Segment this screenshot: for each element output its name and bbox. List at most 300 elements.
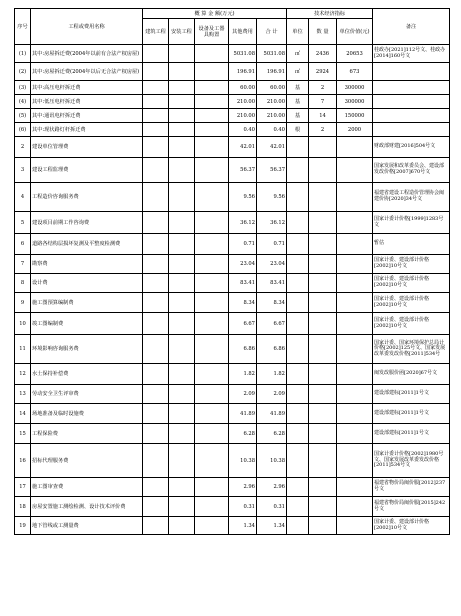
row-installation — [169, 81, 195, 95]
row-other-cost: 5031.08 — [229, 45, 257, 63]
row-unit — [287, 212, 309, 234]
row-equipment — [195, 234, 229, 255]
row-unit-price — [337, 183, 373, 212]
row-name: 工程保险费 — [31, 424, 143, 444]
row-total: 6.28 — [257, 424, 287, 444]
row-unit-price: 20653 — [337, 45, 373, 63]
row-other-cost: 2.96 — [229, 478, 257, 497]
row-construction — [143, 109, 169, 123]
table-row — [15, 313, 450, 335]
row-other-cost: 60.00 — [229, 81, 257, 95]
row-other-cost: 0.31 — [229, 497, 257, 517]
header-quantity: 数 量 — [309, 19, 337, 45]
header-installation: 安装工程 — [169, 19, 195, 45]
row-unit-price: 2000 — [337, 123, 373, 137]
header-total: 合 计 — [257, 19, 287, 45]
row-remarks: 国家计委计价格[2002]1980号文、国家发展改革委发改价格[2011]534号文 — [373, 444, 450, 478]
row-quantity: 2 — [309, 123, 337, 137]
row-other-cost: 42.01 — [229, 137, 257, 158]
row-total: 1.34 — [257, 517, 287, 535]
row-seq: 13 — [15, 385, 31, 404]
row-unit-price — [337, 274, 373, 293]
row-equipment — [195, 212, 229, 234]
row-equipment — [195, 424, 229, 444]
row-installation — [169, 385, 195, 404]
row-total: 10.38 — [257, 444, 287, 478]
row-unit — [287, 424, 309, 444]
row-seq: 15 — [15, 424, 31, 444]
row-installation — [169, 234, 195, 255]
table-row — [15, 385, 450, 404]
row-seq: 12 — [15, 364, 31, 385]
row-seq: 8 — [15, 274, 31, 293]
row-equipment — [195, 183, 229, 212]
row-unit-price — [337, 517, 373, 535]
row-equipment — [195, 517, 229, 535]
row-quantity — [309, 137, 337, 158]
row-unit: 根 — [287, 123, 309, 137]
row-quantity: 2 — [309, 81, 337, 95]
row-installation — [169, 45, 195, 63]
row-seq: 17 — [15, 478, 31, 497]
row-other-cost: 56.37 — [229, 158, 257, 183]
row-construction — [143, 478, 169, 497]
table-row — [15, 517, 450, 535]
table-row — [15, 183, 450, 212]
row-quantity: 2924 — [309, 63, 337, 81]
row-construction — [143, 158, 169, 183]
row-quantity — [309, 313, 337, 335]
row-remarks — [373, 81, 450, 95]
row-name: 建设项目前期工作咨询费 — [31, 212, 143, 234]
row-other-cost: 210.00 — [229, 95, 257, 109]
row-name: 勘察费 — [31, 255, 143, 274]
table-row — [15, 45, 450, 63]
row-unit-price: 300000 — [337, 95, 373, 109]
row-unit-price — [337, 212, 373, 234]
table-row — [15, 335, 450, 364]
row-unit-price — [337, 497, 373, 517]
row-construction — [143, 404, 169, 424]
table-row — [15, 444, 450, 478]
row-unit — [287, 404, 309, 424]
row-other-cost: 6.86 — [229, 335, 257, 364]
row-total: 23.04 — [257, 255, 287, 274]
row-installation — [169, 255, 195, 274]
header-unit-price: 单位价值(元) — [337, 19, 373, 45]
row-unit: 基 — [287, 95, 309, 109]
row-installation — [169, 497, 195, 517]
row-unit — [287, 234, 309, 255]
row-total: 0.31 — [257, 497, 287, 517]
row-unit-price — [337, 404, 373, 424]
row-remarks: 财政部财建[2016]504号文 — [373, 137, 450, 158]
row-unit — [287, 478, 309, 497]
row-name: 设计费 — [31, 274, 143, 293]
row-installation — [169, 478, 195, 497]
row-remarks: 福建省建设工程造价管理协会闽建价协[2020]34号文 — [373, 183, 450, 212]
row-equipment — [195, 158, 229, 183]
row-total: 0.71 — [257, 234, 287, 255]
row-installation — [169, 364, 195, 385]
row-name: 房屋安置施工测绘检测、设计技术评价费 — [31, 497, 143, 517]
row-total: 36.12 — [257, 212, 287, 234]
row-construction — [143, 212, 169, 234]
row-installation — [169, 444, 195, 478]
row-unit-price — [337, 137, 373, 158]
row-equipment — [195, 109, 229, 123]
row-quantity — [309, 444, 337, 478]
row-construction — [143, 313, 169, 335]
row-construction — [143, 424, 169, 444]
row-total: 41.89 — [257, 404, 287, 424]
row-other-cost: 8.34 — [229, 293, 257, 313]
row-unit: ㎡ — [287, 63, 309, 81]
row-construction — [143, 95, 169, 109]
header-remarks: 备注 — [373, 9, 450, 45]
row-equipment — [195, 385, 229, 404]
row-total: 0.40 — [257, 123, 287, 137]
table-row — [15, 81, 450, 95]
row-installation — [169, 63, 195, 81]
row-equipment — [195, 137, 229, 158]
row-unit-price — [337, 424, 373, 444]
row-construction — [143, 183, 169, 212]
row-unit: ㎡ — [287, 45, 309, 63]
row-seq: 7 — [15, 255, 31, 274]
row-unit-price: 673 — [337, 63, 373, 81]
row-construction — [143, 517, 169, 535]
row-seq: 10 — [15, 313, 31, 335]
row-name: 施工图预算编制费 — [31, 293, 143, 313]
row-unit — [287, 364, 309, 385]
row-remarks — [373, 123, 450, 137]
row-equipment — [195, 274, 229, 293]
row-unit-price — [337, 478, 373, 497]
row-unit — [287, 313, 309, 335]
row-name: 场地准备及临时设施费 — [31, 404, 143, 424]
row-unit-price — [337, 255, 373, 274]
row-remarks: 国家计委、建设部计价格[2002]10号文 — [373, 274, 450, 293]
row-seq: 3 — [15, 158, 31, 183]
row-total: 210.00 — [257, 95, 287, 109]
estimate-table — [14, 8, 450, 535]
row-seq: 4 — [15, 183, 31, 212]
row-total: 83.41 — [257, 274, 287, 293]
row-remarks: 建设部建标[2011]1号文 — [373, 404, 450, 424]
row-construction — [143, 385, 169, 404]
table-row — [15, 293, 450, 313]
row-construction — [143, 444, 169, 478]
row-installation — [169, 109, 195, 123]
row-unit-price — [337, 335, 373, 364]
row-remarks: 国家计委、建设部计价格[2002]10号文 — [373, 255, 450, 274]
row-construction — [143, 255, 169, 274]
row-quantity — [309, 478, 337, 497]
row-name: 建设单位管理费 — [31, 137, 143, 158]
row-unit — [287, 293, 309, 313]
row-equipment — [195, 63, 229, 81]
row-unit — [287, 497, 309, 517]
row-quantity — [309, 517, 337, 535]
row-unit: 基 — [287, 81, 309, 95]
row-remarks: 福建省物价局闽价服[2015]242号文 — [373, 497, 450, 517]
row-equipment — [195, 81, 229, 95]
row-total: 2.96 — [257, 478, 287, 497]
row-quantity — [309, 424, 337, 444]
row-unit: 基 — [287, 109, 309, 123]
row-construction — [143, 274, 169, 293]
row-quantity — [309, 255, 337, 274]
row-installation — [169, 212, 195, 234]
row-equipment — [195, 497, 229, 517]
row-unit — [287, 444, 309, 478]
row-other-cost: 1.82 — [229, 364, 257, 385]
row-name: 环境影响咨询服务费 — [31, 335, 143, 364]
row-construction — [143, 364, 169, 385]
row-other-cost: 6.28 — [229, 424, 257, 444]
row-name: 施工图审查费 — [31, 478, 143, 497]
row-remarks: 国家计委、建设部计价格[2002]10号文 — [373, 293, 450, 313]
row-equipment — [195, 123, 229, 137]
header-other-cost: 其他费用 — [229, 19, 257, 45]
row-quantity — [309, 385, 337, 404]
row-construction — [143, 123, 169, 137]
header-name: 工程或费用名称 — [31, 9, 143, 45]
row-unit-price — [337, 313, 373, 335]
row-quantity — [309, 274, 337, 293]
row-seq: (5) — [15, 109, 31, 123]
row-remarks — [373, 95, 450, 109]
row-remarks: 暂估 — [373, 234, 450, 255]
row-seq: 9 — [15, 293, 31, 313]
table-row — [15, 158, 450, 183]
row-installation — [169, 313, 195, 335]
row-name: 其中:低压电杆拆迁费 — [31, 95, 143, 109]
row-total: 1.82 — [257, 364, 287, 385]
table-row — [15, 234, 450, 255]
row-name: 劳动安全卫生评审费 — [31, 385, 143, 404]
table-row — [15, 95, 450, 109]
row-quantity — [309, 183, 337, 212]
table-row — [15, 63, 450, 81]
row-remarks: 建设部建标[2011]1号文 — [373, 424, 450, 444]
row-installation — [169, 293, 195, 313]
row-unit-price: 300000 — [337, 81, 373, 95]
row-equipment — [195, 45, 229, 63]
row-seq: 5 — [15, 212, 31, 234]
row-other-cost: 41.89 — [229, 404, 257, 424]
table-row — [15, 274, 450, 293]
row-unit — [287, 255, 309, 274]
row-unit — [287, 183, 309, 212]
row-seq: 14 — [15, 404, 31, 424]
row-installation — [169, 183, 195, 212]
row-quantity — [309, 404, 337, 424]
row-unit-price — [337, 234, 373, 255]
row-remarks: 建设部建标[2011]1号文 — [373, 385, 450, 404]
row-construction — [143, 45, 169, 63]
table-row — [15, 404, 450, 424]
table-row — [15, 424, 450, 444]
table-row — [15, 123, 450, 137]
row-name: 地下管线或工测量费 — [31, 517, 143, 535]
row-equipment — [195, 293, 229, 313]
row-quantity: 14 — [309, 109, 337, 123]
row-unit-price: 150000 — [337, 109, 373, 123]
row-seq: (6) — [15, 123, 31, 137]
table-row — [15, 478, 450, 497]
row-quantity: 7 — [309, 95, 337, 109]
row-remarks: 国家计委计价格[1999]1283号文 — [373, 212, 450, 234]
row-construction — [143, 81, 169, 95]
row-installation — [169, 274, 195, 293]
row-total: 196.91 — [257, 63, 287, 81]
row-unit-price — [337, 293, 373, 313]
row-remarks: 国家计委、国家环境保护总局计价格[2002]125号文、国家发展改革委发改价格[2011]534号 — [373, 335, 450, 364]
row-name: 其中:通讯电杆拆迁费 — [31, 109, 143, 123]
row-remarks — [373, 63, 450, 81]
row-total: 210.00 — [257, 109, 287, 123]
row-other-cost: 23.04 — [229, 255, 257, 274]
row-equipment — [195, 95, 229, 109]
row-other-cost: 6.67 — [229, 313, 257, 335]
row-other-cost: 210.00 — [229, 109, 257, 123]
row-other-cost: 83.41 — [229, 274, 257, 293]
row-other-cost: 2.09 — [229, 385, 257, 404]
row-total: 6.86 — [257, 335, 287, 364]
row-other-cost: 9.56 — [229, 183, 257, 212]
row-seq: 19 — [15, 517, 31, 535]
row-total: 2.09 — [257, 385, 287, 404]
table-row — [15, 497, 450, 517]
row-name: 水土保持补偿费 — [31, 364, 143, 385]
row-other-cost: 0.71 — [229, 234, 257, 255]
header-construction: 建筑工程 — [143, 19, 169, 45]
row-equipment — [195, 364, 229, 385]
row-total: 8.34 — [257, 293, 287, 313]
row-equipment — [195, 335, 229, 364]
table-row — [15, 212, 450, 234]
row-installation — [169, 158, 195, 183]
row-total: 56.37 — [257, 158, 287, 183]
table-row — [15, 137, 450, 158]
table-row — [15, 109, 450, 123]
row-seq: (1) — [15, 45, 31, 63]
row-other-cost: 10.38 — [229, 444, 257, 478]
row-equipment — [195, 478, 229, 497]
row-unit — [287, 335, 309, 364]
row-remarks — [373, 109, 450, 123]
row-unit-price — [337, 385, 373, 404]
row-other-cost: 0.40 — [229, 123, 257, 137]
row-unit — [287, 385, 309, 404]
row-remarks: 国家发展和改革委员会、建设部发改价格[2007]670号文 — [373, 158, 450, 183]
row-total: 42.01 — [257, 137, 287, 158]
table-row — [15, 255, 450, 274]
row-seq: (3) — [15, 81, 31, 95]
row-quantity — [309, 293, 337, 313]
row-other-cost: 1.34 — [229, 517, 257, 535]
row-quantity — [309, 234, 337, 255]
row-other-cost: 36.12 — [229, 212, 257, 234]
row-name: 建设工程监理费 — [31, 158, 143, 183]
row-total: 9.56 — [257, 183, 287, 212]
row-installation — [169, 404, 195, 424]
row-quantity — [309, 335, 337, 364]
row-equipment — [195, 255, 229, 274]
row-remarks: 桂政办[2021]112号文、桂政办[2014]160号文 — [373, 45, 450, 63]
row-seq: 6 — [15, 234, 31, 255]
row-installation — [169, 517, 195, 535]
row-installation — [169, 424, 195, 444]
row-name: 竣工图编制费 — [31, 313, 143, 335]
row-remarks: 国家计委、建设部计价格[2002]10号文 — [373, 313, 450, 335]
table-row — [15, 364, 450, 385]
row-construction — [143, 63, 169, 81]
row-quantity — [309, 212, 337, 234]
header-unit: 单位 — [287, 19, 309, 45]
row-installation — [169, 335, 195, 364]
row-unit-price — [337, 444, 373, 478]
row-seq: 11 — [15, 335, 31, 364]
row-equipment — [195, 404, 229, 424]
row-installation — [169, 95, 195, 109]
row-unit-price — [337, 158, 373, 183]
row-other-cost: 196.91 — [229, 63, 257, 81]
row-name: 道路各结构层损坏复测及平整度检测费 — [31, 234, 143, 255]
row-unit — [287, 137, 309, 158]
row-total: 6.67 — [257, 313, 287, 335]
row-remarks: 福建省物价局闽价服[2012]237号文 — [373, 478, 450, 497]
row-seq: 16 — [15, 444, 31, 478]
estimate-sheet — [14, 8, 449, 535]
row-quantity — [309, 158, 337, 183]
row-remarks: 国家计委、建设部计价格[2002]10号文 — [373, 517, 450, 535]
row-installation — [169, 123, 195, 137]
row-total: 5031.08 — [257, 45, 287, 63]
row-name: 工程造价咨询服务费 — [31, 183, 143, 212]
row-seq: 2 — [15, 137, 31, 158]
row-seq: (2) — [15, 63, 31, 81]
row-construction — [143, 137, 169, 158]
header-equipment: 设备及工器具购置 — [195, 19, 229, 45]
row-quantity — [309, 497, 337, 517]
row-equipment — [195, 444, 229, 478]
row-unit-price — [337, 364, 373, 385]
row-unit — [287, 274, 309, 293]
row-construction — [143, 335, 169, 364]
row-name: 其中:高压电杆拆迁费 — [31, 81, 143, 95]
row-seq: 18 — [15, 497, 31, 517]
row-seq: (4) — [15, 95, 31, 109]
row-name: 其中:现状路灯杆拆迁费 — [31, 123, 143, 137]
header-estimate-group: 概 算 金 额(万元) — [143, 9, 287, 19]
row-installation — [169, 137, 195, 158]
row-unit — [287, 517, 309, 535]
row-construction — [143, 497, 169, 517]
row-quantity: 2436 — [309, 45, 337, 63]
row-name: 招标代理服务费 — [31, 444, 143, 478]
row-name: 其中:房屋拆迁费(2004年以后无合法产权房屋) — [31, 63, 143, 81]
row-name: 其中:房屋拆迁费(2004年以前有合法产权房屋) — [31, 45, 143, 63]
row-total: 60.00 — [257, 81, 287, 95]
row-quantity — [309, 364, 337, 385]
header-tech-group: 技术经济指标 — [287, 9, 373, 19]
row-unit — [287, 158, 309, 183]
row-remarks: 闽发改服价函[2020]67号文 — [373, 364, 450, 385]
row-construction — [143, 293, 169, 313]
